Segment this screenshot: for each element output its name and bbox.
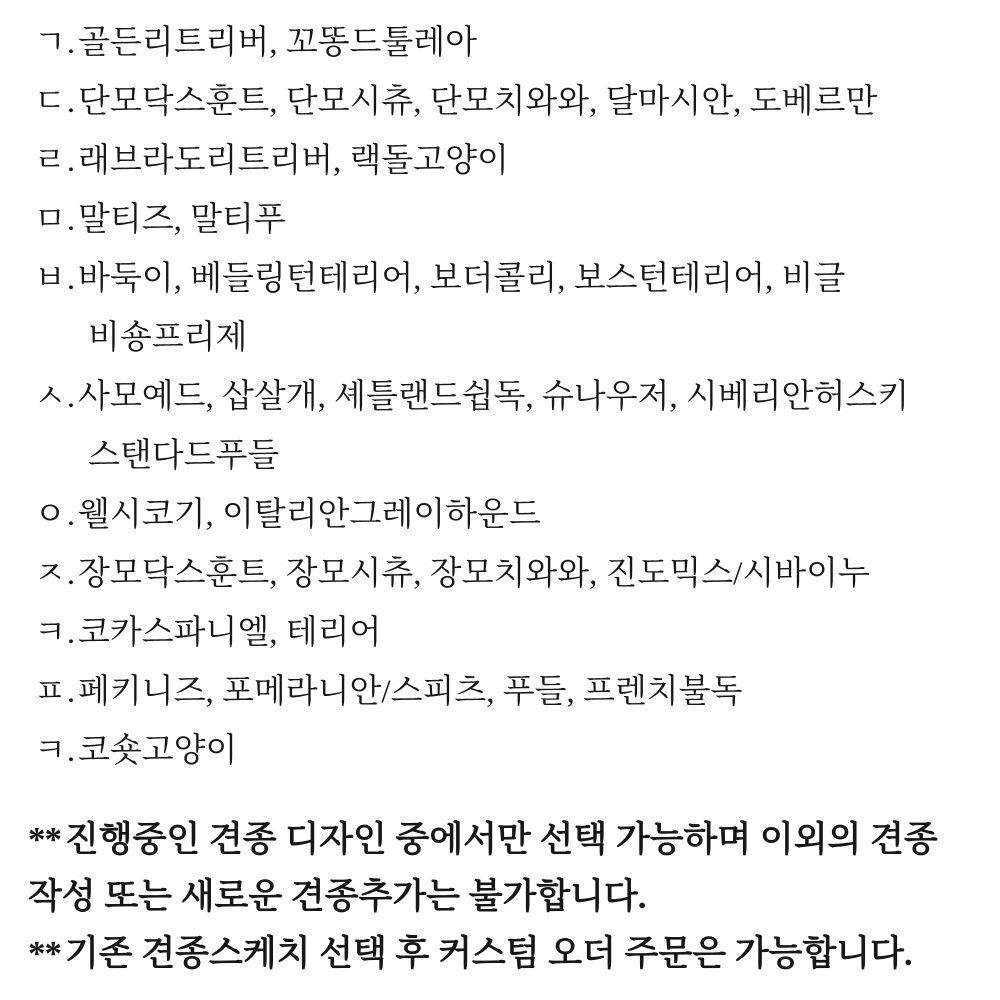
list-item [34,486,1000,545]
breed-names-continued: 비숑프리제 [88,320,248,356]
list-item-text [78,250,1000,368]
list-item-text [78,722,1000,781]
breed-names: 래브라도리트리버, 랙돌고양이 [78,143,509,179]
breed-names: 웰시코기, 이탈리안그레이하운드 [78,497,541,533]
breed-names: 바둑이, 베들링턴테리어, 보더콜리, 보스턴테리어, 비글 [78,261,846,297]
breed-names: 코카스파니엘, 테리어 [78,615,382,651]
breed-names: 코숏고양이 [78,733,238,769]
note-custom-order [28,925,1000,982]
list-item-text [78,14,1000,73]
breed-names: 말티즈, 말티푸 [78,202,286,238]
list-item [34,132,1000,191]
list-item [34,250,1000,368]
list-item-text [78,191,1000,250]
breed-names-continued: 스탠다드푸들 [88,438,280,474]
breed-names: 장모닥스훈트, 장모시츄, 장모치와와, 진도믹스/시바이누 [78,556,870,592]
note-line [28,925,1000,982]
list-item-index: ㅇ. [34,497,77,533]
list-item [34,722,1000,781]
list-item-index: ㅍ. [34,674,77,710]
breed-names: 페키니즈, 포메라니안/스피츠, 푸들, 프렌치불독 [78,674,743,710]
list-item [34,14,1000,73]
list-item [34,663,1000,722]
breed-names: 골든리트리버, 꼬똥드툴레아 [78,25,478,61]
note-line-continued: 작성 또는 새로운 견종추가는 불가합니다. [28,877,647,916]
note-text: 진행중인 견종 디자인 중에서만 선택 가능하며 이외의 견종 [65,820,938,859]
list-item-index: ㅅ. [34,379,77,415]
note-selection-restriction [28,811,1000,925]
note-text: 기존 견종스케치 선택 후 커스텀 오더 주문은 가능합니다. [65,934,913,973]
list-item-text [78,663,1000,722]
list-item-index: ㅂ. [34,261,77,297]
list-item [34,368,1000,486]
breed-list [0,14,1000,781]
list-item-index: ㅁ. [34,202,77,238]
list-item-text [78,545,1000,604]
list-item-index: ㅈ. [34,556,77,592]
list-item-index: ㄷ. [34,84,77,120]
asterisk-prefix: ** [28,820,61,859]
list-item-text [78,368,1000,486]
list-item-text [78,73,1000,132]
note-line [28,811,1000,868]
list-item [34,191,1000,250]
list-item-text [78,604,1000,663]
list-item-index: ㅋ. [34,615,77,651]
breed-names: 단모닥스훈트, 단모시츄, 단모치와와, 달마시안, 도베르만 [78,84,878,120]
list-item [34,73,1000,132]
list-item-text [78,132,1000,191]
list-item-index: ㅋ. [34,733,77,769]
list-item-text [78,486,1000,545]
asterisk-prefix: ** [28,934,61,973]
breed-names: 사모예드, 삽살개, 셰틀랜드쉽독, 슈나우저, 시베리안허스키 [78,379,910,415]
list-item [34,545,1000,604]
list-item-index: ㄹ. [34,143,77,179]
list-item-index: ㄱ. [34,25,77,61]
footnotes [0,811,1000,982]
list-item [34,604,1000,663]
